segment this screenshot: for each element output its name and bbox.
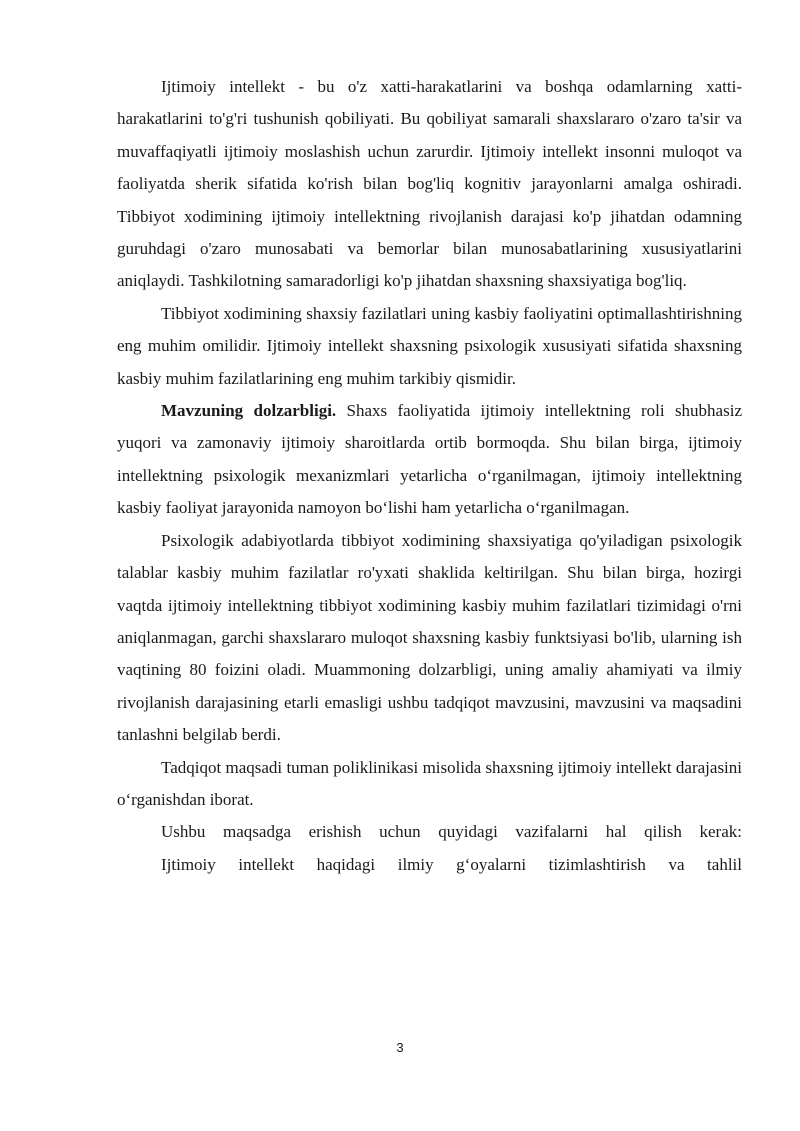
paragraph-text: Shaxs faoliyatida ijtimoiy intellektning roli shubhasiz yuqori va zamonaviy ijtimoiy sharoitlarda ortib bormoqda. Shu bilan birga, ijtimoiy intellektning psixologik mexanizmlari yetarlicha o‘rganilmagan, ijtimoiy intellektning kasbiy faoliyat jarayonida namoyon bo‘lishi ham yetarlicha o‘rganilmagan. — [117, 401, 742, 518]
paragraph-text: Tibbiyot xodimining shaxsiy fazilatlari uning kasbiy faoliyatini optimallashtirishning eng muhim omilidir. Ijtimoiy intellekt shaxsning psixologik xususiyati sifatida shaxsning kasbiy muhim fazilatlarining eng muhim tarkibiy qismidir. — [117, 303, 742, 388]
paragraph-task-item — [117, 849, 742, 881]
document-page — [117, 71, 742, 881]
page-number: 3 — [396, 1040, 404, 1055]
paragraph-tasks-intro — [117, 816, 742, 848]
paragraph-social-intelligence-definition — [117, 71, 742, 298]
paragraph-text: Psixologik adabiyotlarda tibbiyot xodimining shaxsiyatiga qo'yiladigan psixologik talablar kasbiy muhim fazilatlar ro'yxati shaklida keltirilgan. Shu bilan birga, hozirgi vaqtda ijtimoiy intellektning tibbiyot xodimining kasbiy muhim fazilatlari tizimidagi o'rni aniqlanmagan, garchi shaxslararo muloqot shaxsning kasbiy funktsiyasi bo'lib, ularning ish vaqtining 80 foizini oladi. Muammoning dolzarbligi, uning amaliy ahamiyati va ilmiy rivojlanish darajasining etarli emasligi ushbu tadqiqot mavzusini, mavzusini va maqsadini tanlashni belgilab berdi. — [117, 530, 742, 745]
paragraph-lead-heading: Mavzuning dolzarbligi. — [161, 401, 337, 421]
paragraph-text: Ushbu maqsadga erishish uchun quyidagi vazifalarni hal qilish kerak: — [161, 822, 742, 842]
paragraph-personal-qualities — [117, 298, 742, 395]
paragraph-psychological-literature — [117, 525, 742, 752]
paragraph-topic-relevance — [117, 395, 742, 525]
paragraph-text: Ijtimoiy intellekt haqidagi ilmiy g‘oyalarni tizimlashtirish va tahlil — [161, 854, 742, 874]
paragraph-text: Ijtimoiy intellekt - bu o'z xatti-harakatlarini va boshqa odamlarning xatti-harakatlarini to'g'ri tushunish qobiliyati. Bu qobiliyat samarali shaxslararo o'zaro ta'sir va muvaffaqiyatli ijtimoiy moslashish uchun zarurdir. Ijtimoiy intellekt insonni muloqot va faoliyatda sherik sifatida ko'rish bilan bog'liq kognitiv jarayonlarni amalga oshiradi. Tibbiyot xodimining ijtimoiy intellektning rivojlanish darajasi ko'p jihatdan odamning guruhdagi o'zaro munosabati va bemorlar bilan munosabatlarining xususiyatlarini aniqlaydi. Tashkilotning samaradorligi ko'p jihatdan shaxsning shaxsiyatiga bog'liq. — [117, 77, 742, 291]
paragraph-research-goal — [117, 752, 742, 817]
paragraph-text: Tadqiqot maqsadi tuman poliklinikasi misolida shaxsning ijtimoiy intellekt darajasini o‘rganishdan iborat. — [117, 757, 742, 809]
